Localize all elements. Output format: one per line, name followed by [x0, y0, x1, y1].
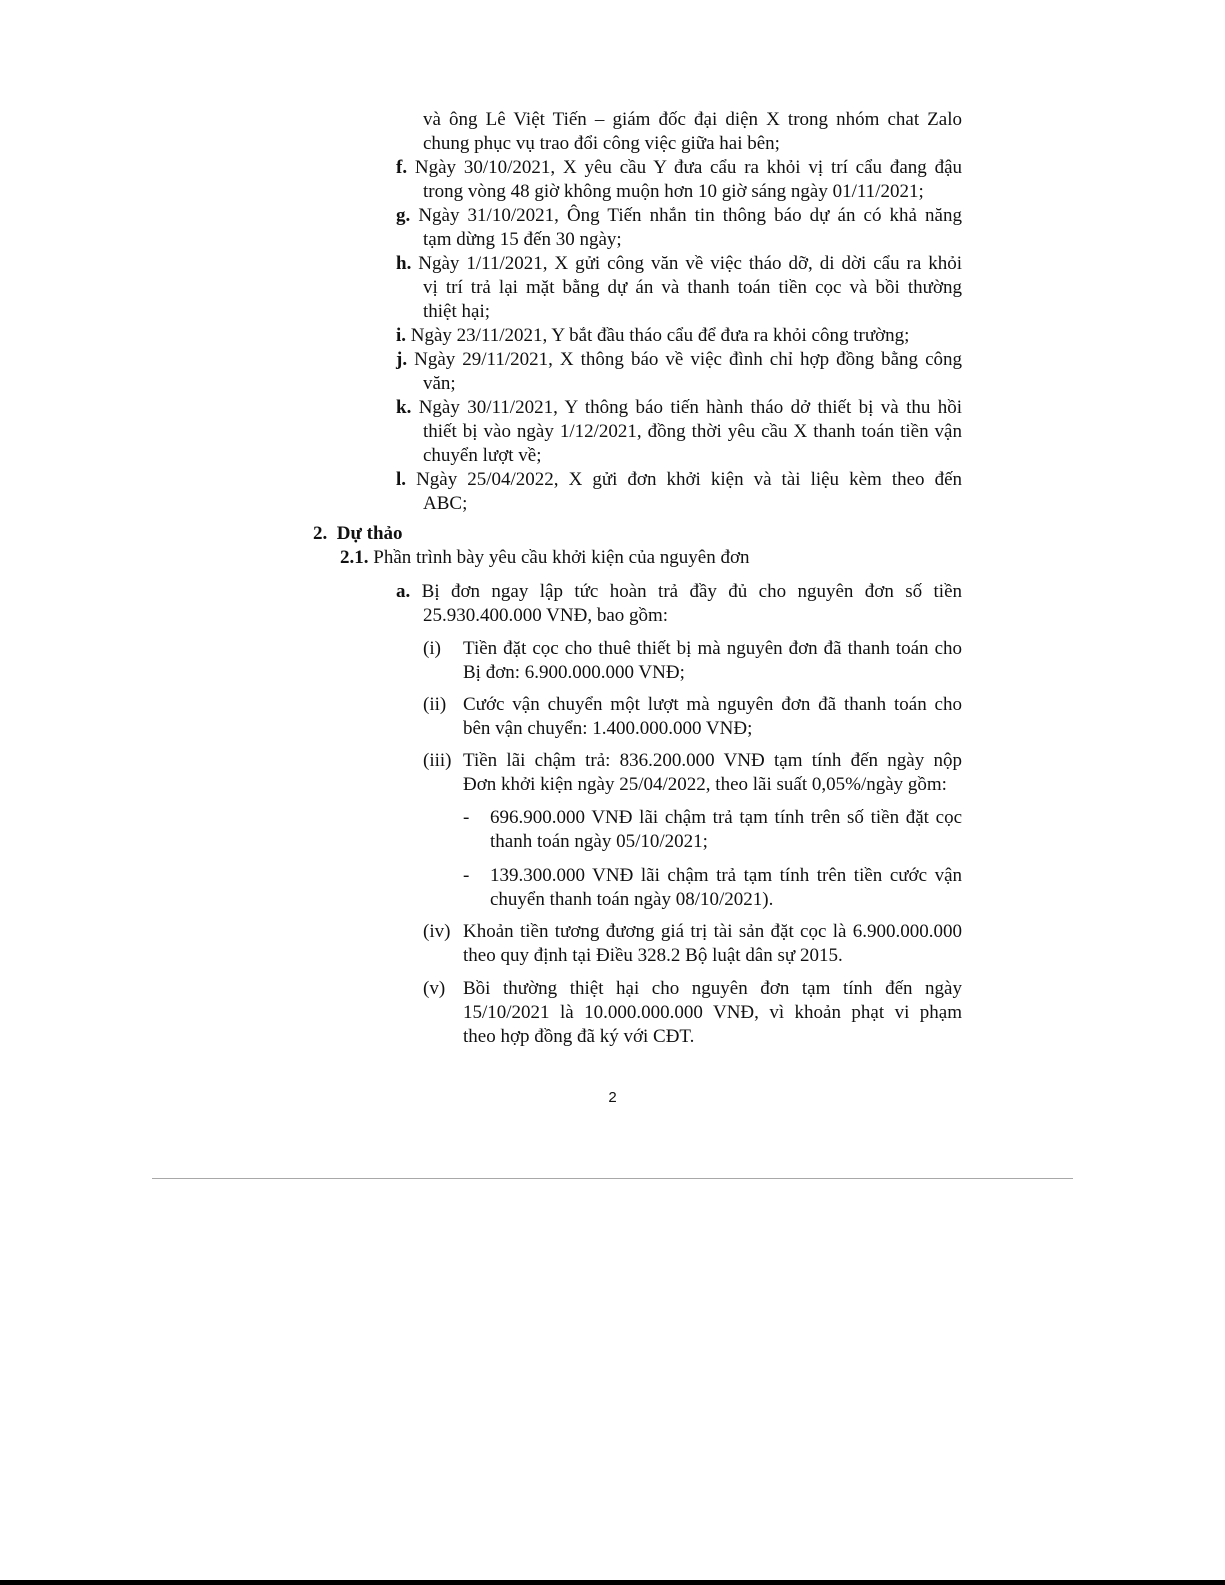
event-label: g.: [396, 205, 411, 226]
page-number: 2: [608, 1089, 617, 1106]
claim-item-text: Khoản tiền tương đương giá trị tài sản đặt cọc là 6.900.000.000: [463, 921, 962, 942]
event-text: Ngày 31/10/2021, Ông Tiến nhắn tin thông báo dự án có khả năng: [418, 205, 962, 226]
section-heading: [313, 522, 403, 546]
event-text: Ngày 1/11/2021, X gửi công văn về việc tháo dỡ, di dời cẩu ra khỏi: [418, 253, 962, 274]
event-text: tạm dừng 15 đến 30 ngày;: [423, 229, 622, 250]
claim-item-label: (iv): [423, 921, 451, 942]
event-text: trong vòng 48 giờ không muộn hơn 10 giờ sáng ngày 01/11/2021;: [423, 181, 924, 202]
claim-a: [396, 580, 962, 604]
event-label: k.: [396, 397, 412, 418]
claim-text: 25.930.400.000 VNĐ, bao gồm:: [423, 605, 669, 626]
claim-item-label: (i): [423, 638, 441, 659]
subsection-title: Phần trình bày yêu cầu khởi kiện của nguyên đơn: [373, 547, 750, 568]
section-number: 2.: [313, 523, 328, 544]
event-label: l.: [396, 469, 407, 490]
event-label: j.: [396, 349, 408, 370]
claim-item-text: Bồi thường thiệt hại cho nguyên đơn tạm tính đến ngày: [463, 978, 962, 999]
intro-line: chung phục vụ trao đổi công việc giữa hai bên;: [423, 133, 780, 154]
bottom-edge: [0, 1580, 1225, 1585]
event-text: Ngày 29/11/2021, X thông báo về việc đình chỉ hợp đồng bằng công: [414, 349, 962, 370]
event-item-j: [396, 348, 962, 372]
claim-item-text: Bị đơn: 6.900.000.000 VNĐ;: [463, 662, 685, 683]
event-text: thiệt hại;: [423, 301, 491, 322]
event-item-k: [396, 396, 962, 420]
claim-item-text: Tiền đặt cọc cho thuê thiết bị mà nguyên đơn đã thanh toán cho: [463, 638, 962, 659]
claim-label: a.: [396, 581, 411, 602]
interest-text: chuyển thanh toán ngày 08/10/2021).: [490, 889, 774, 910]
claim-item-text: theo quy định tại Điều 328.2 Bộ luật dân sự 2015.: [463, 945, 843, 966]
claim-item-label: (ii): [423, 694, 447, 715]
event-label: i.: [396, 325, 407, 346]
event-item-g: [396, 204, 962, 228]
interest-text: thanh toán ngày 05/10/2021;: [490, 831, 708, 852]
section-title: Dự thảo: [336, 523, 403, 544]
claim-item-text: 15/10/2021 là 10.000.000.000 VNĐ, vì khoản phạt vi phạm: [463, 1002, 962, 1023]
event-text: thiết bị vào ngày 1/12/2021, đồng thời yêu cầu X thanh toán tiền vận: [423, 421, 962, 442]
claim-item-text: Cước vận chuyển một lượt mà nguyên đơn đã thanh toán cho: [463, 694, 962, 715]
event-text: Ngày 25/04/2022, X gửi đơn khởi kiện và tài liệu kèm theo đến: [416, 469, 962, 490]
claim-item-text: Đơn khởi kiện ngày 25/04/2022, theo lãi suất 0,05%/ngày gồm:: [463, 774, 947, 795]
intro-line: và ông Lê Việt Tiến – giám đốc đại diện X trong nhóm chat Zalo: [423, 109, 962, 130]
subsection-heading: [340, 546, 750, 570]
subsection-number: 2.1.: [340, 547, 369, 568]
event-label: h.: [396, 253, 412, 274]
claim-item-text: theo hợp đồng đã ký với CĐT.: [463, 1026, 695, 1047]
event-text: vị trí trả lại mặt bằng dự án và thanh toán tiền cọc và bồi thường: [423, 277, 962, 298]
claim-item-label: (iii): [423, 750, 452, 771]
event-item-h: [396, 252, 962, 276]
event-label: f.: [396, 157, 408, 178]
event-item-f: [396, 156, 962, 180]
event-text: Ngày 23/11/2021, Y bắt đầu tháo cẩu để đưa ra khỏi công trường;: [410, 325, 910, 346]
event-item-l: [396, 468, 962, 492]
event-text: chuyển lượt về;: [423, 445, 542, 466]
event-text: Ngày 30/11/2021, Y thông báo tiến hành tháo dở thiết bị và thu hồi: [418, 397, 962, 418]
page-divider: [152, 1178, 1073, 1179]
event-text: ABC;: [423, 493, 468, 514]
interest-text: 696.900.000 VNĐ lãi chậm trả tạm tính trên số tiền đặt cọc: [490, 807, 962, 828]
event-item-i: [396, 324, 962, 348]
interest-text: 139.300.000 VNĐ lãi chậm trả tạm tính trên tiền cước vận: [490, 865, 962, 886]
claim-item-label: (v): [423, 978, 446, 999]
claim-item-text: Tiền lãi chậm trả: 836.200.000 VNĐ tạm tính đến ngày nộp: [463, 750, 962, 771]
claim-item-text: bên vận chuyển: 1.400.000.000 VNĐ;: [463, 718, 753, 739]
event-text: văn;: [423, 373, 456, 394]
claim-text: Bị đơn ngay lập tức hoàn trả đầy đủ cho nguyên đơn số tiền: [421, 581, 963, 602]
event-text: Ngày 30/10/2021, X yêu cầu Y đưa cẩu ra khỏi vị trí cẩu đang đậu: [414, 157, 963, 178]
dash-bullet: -: [463, 807, 470, 828]
dash-bullet: -: [463, 865, 470, 886]
